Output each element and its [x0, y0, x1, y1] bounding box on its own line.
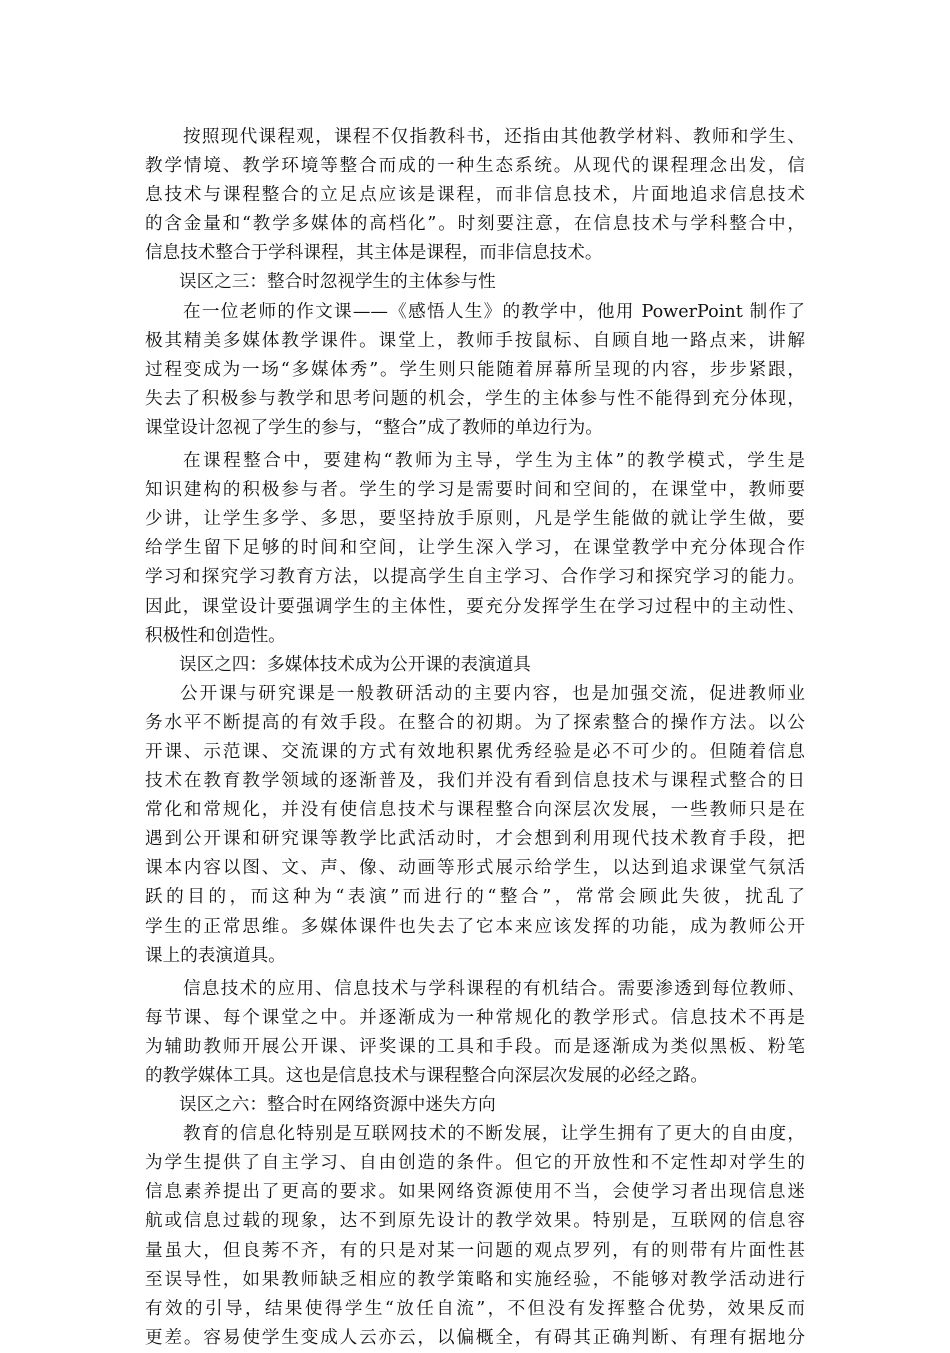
paragraph-line: 信息技术的应用、信息技术与学科课程的有机结合。需要渗透到每位教师、	[183, 978, 805, 999]
paragraph-1	[145, 123, 805, 268]
section-heading-4: 误区之四：多媒体技术成为公开课的表演道具	[179, 654, 531, 675]
paragraph-line: 有效的引导，结果使得学生“放任自流”，不但没有发挥整合优势，效果反而	[145, 1298, 805, 1319]
paragraph-line: 教育的信息化特别是互联网技术的不断发展，让学生拥有了更大的自由度，	[183, 1124, 805, 1145]
paragraph-line: 量虽大，但良莠不齐，有的只是对某一问题的观点罗列，有的则带有片面性甚	[145, 1240, 805, 1261]
paragraph-4	[145, 680, 805, 971]
paragraph-line: 因此，课堂设计要强调学生的主体性，要充分发挥学生在学习过程中的主动性、	[145, 596, 805, 617]
paragraph-5	[145, 975, 805, 1091]
paragraph-line: 课本内容以图、文、声、像、动画等形式展示给学生，以达到追求课堂气氛活	[145, 858, 805, 879]
paragraph-line: 在课程整合中，要建构“教师为主导，学生为主体”的教学模式，学生是	[183, 451, 805, 472]
paragraph-line: 学习和探究学习教育方法，以提高学生自主学习、合作学习和探究学习的能力。	[145, 567, 805, 588]
paragraph-line: 学生的正常思维。多媒体课件也失去了它本来应该发挥的功能，成为教师公开	[145, 916, 805, 937]
paragraph-line: 为学生提供了自主学习、自由创造的条件。但它的开放性和不定性却对学生的	[145, 1153, 805, 1174]
paragraph-line: 给学生留下足够的时间和空间，让学生深入学习，在课堂教学中充分体现合作	[145, 538, 805, 559]
paragraph-line: 航或信息过载的现象，达不到原先设计的教学效果。特别是，互联网的信息容	[145, 1211, 805, 1232]
paragraph-line: 的教学媒体工具。这也是信息技术与课程整合向深层次发展的必经之路。	[145, 1066, 709, 1086]
paragraph-line: 积极性和创造性。	[145, 625, 286, 646]
paragraph-line: 信息素养提出了更高的要求。如果网络资源使用不当，会使学习者出现信息迷	[145, 1182, 805, 1203]
paragraph-line: 过程变成为一场“多媒体秀”。学生则只能随着屏幕所呈现的内容，步步紧跟，	[145, 359, 805, 380]
paragraph-line: 课上的表演道具。	[145, 945, 286, 966]
paragraph-line: 公开课与研究课是一般教研活动的主要内容，也是加强交流，促进教师业	[180, 683, 805, 704]
paragraph-line: 遇到公开课和研究课等教学比武活动时，才会想到利用现代技术教育手段，把	[145, 829, 805, 850]
section-heading-6: 误区之六：整合时在网络资源中迷失方向	[179, 1095, 496, 1116]
paragraph-3	[145, 447, 805, 651]
paragraph-line: 跃的目的，而这种为“表演”而进行的“整合”，常常会顾此失彼，扰乱了	[145, 887, 805, 908]
paragraph-line: 务水平不断提高的有效手段。在整合的初期。为了探索整合的操作方法。以公	[145, 712, 805, 733]
paragraph-line: 失去了积极参与教学和思考问题的机会，学生的主体参与性不能得到充分体现，	[145, 388, 805, 409]
paragraph-line: 至误导性，如果教师缺乏相应的教学策略和实施经验，不能够对教学活动进行	[145, 1269, 805, 1290]
paragraph-line: 在一位老师的作文课——《感悟人生》的教学中，他用 PowerPoint 制作了	[183, 301, 805, 322]
paragraph-line: 信息技术整合于学科课程，其主体是课程，而非信息技术。	[145, 243, 603, 264]
paragraph-line: 为辅助教师开展公开课、评奖课的工具和手段。而是逐渐成为类似黑板、粉笔	[145, 1036, 805, 1057]
paragraph-line: 的含金量和“教学多媒体的高档化”。时刻要注意，在信息技术与学科整合中，	[145, 214, 805, 235]
paragraph-line: 按照现代课程观，课程不仅指教科书，还指由其他教学材料、教师和学生、	[183, 127, 805, 147]
paragraph-6	[145, 1120, 805, 1353]
paragraph-line: 更差。容易使学生变成人云亦云，以偏概全，有碍其正确判断、有理有据地分	[145, 1327, 805, 1348]
paragraph-line: 少讲，让学生多学、多思，要坚持放手原则，凡是学生能做的就让学生做，要	[145, 509, 805, 530]
paragraph-line: 极其精美多媒体教学课件。课堂上，教师手按鼠标、自顾自地一路点来，讲解	[145, 330, 805, 351]
paragraph-line: 知识建构的积极参与者。学生的学习是需要时间和空间的，在课堂中，教师要	[145, 480, 805, 501]
paragraph-2	[145, 298, 805, 443]
document-body	[145, 123, 805, 1353]
paragraph-line: 开课、示范课、交流课的方式有效地积累优秀经验是必不可少的。但随着信息	[145, 741, 805, 762]
section-heading-3: 误区之三：整合时忽视学生的主体参与性	[179, 272, 496, 293]
paragraph-line: 每节课、每个课堂之中。并逐渐成为一种常规化的教学形式。信息技术不再是	[145, 1007, 805, 1028]
paragraph-line: 息技术与课程整合的立足点应该是课程，而非信息技术，片面地追求信息技术	[145, 185, 805, 206]
paragraph-line: 教学情境、教学环境等整合而成的一种生态系统。从现代的课程理念出发，信	[145, 156, 805, 177]
paragraph-line: 课堂设计忽视了学生的参与，“整合”成了教师的单边行为。	[145, 417, 603, 438]
paragraph-line: 技术在教育教学领域的逐渐普及，我们并没有看到信息技术与课程式整合的日	[145, 771, 805, 792]
paragraph-line: 常化和常规化，并没有使信息技术与课程整合向深层次发展，一些教师只是在	[145, 800, 805, 821]
